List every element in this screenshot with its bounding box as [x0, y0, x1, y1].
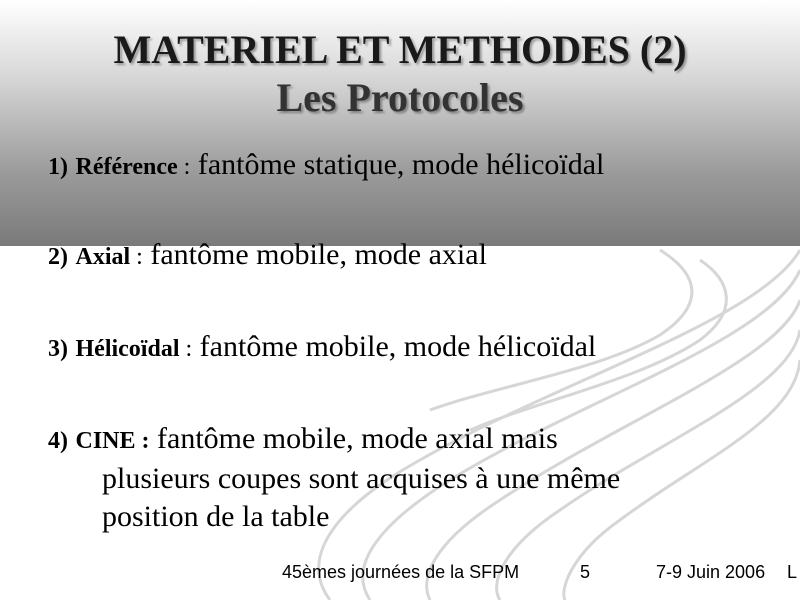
footer-trailing-text: L: [787, 562, 798, 582]
item-text: fantôme mobile, mode axial mais: [149, 422, 558, 455]
footer-page-number: 5: [580, 562, 591, 582]
item-text: fantôme mobile, mode axial: [142, 238, 487, 271]
footer-date: 7-9 Juin 2006: [656, 562, 766, 582]
item-number: 3): [48, 336, 68, 362]
protocol-item-4: [48, 420, 768, 536]
item-number: 2): [48, 244, 68, 270]
item-label: Hélicoïdal: [75, 336, 180, 362]
footer-event: 45èmes journées de la SFPM: [282, 562, 520, 582]
protocol-item-1: [48, 146, 768, 186]
item-separator: :: [177, 154, 191, 180]
item-separator: :: [130, 244, 143, 270]
protocol-item-3: [48, 328, 768, 368]
item-label: Référence: [75, 154, 178, 180]
subtitle-text: Les Protocoles: [276, 75, 524, 120]
item-text: fantôme statique, mode hélicoïdal: [190, 148, 605, 181]
slide-title: [0, 26, 800, 122]
item-continuation-2: position de la table: [102, 500, 330, 533]
item-separator: :: [179, 336, 193, 362]
item-label: CINE :: [75, 428, 150, 454]
item-number: 4): [48, 428, 68, 454]
item-continuation-1: plusieurs coupes sont acquises à une même: [102, 462, 621, 495]
item-text: fantôme mobile, mode hélicoïdal: [192, 330, 597, 363]
item-number: 1): [48, 154, 68, 180]
title-text: MATERIEL ET METHODES (2): [113, 27, 687, 72]
item-label: Axial: [75, 244, 131, 270]
protocol-item-2: [48, 236, 768, 276]
